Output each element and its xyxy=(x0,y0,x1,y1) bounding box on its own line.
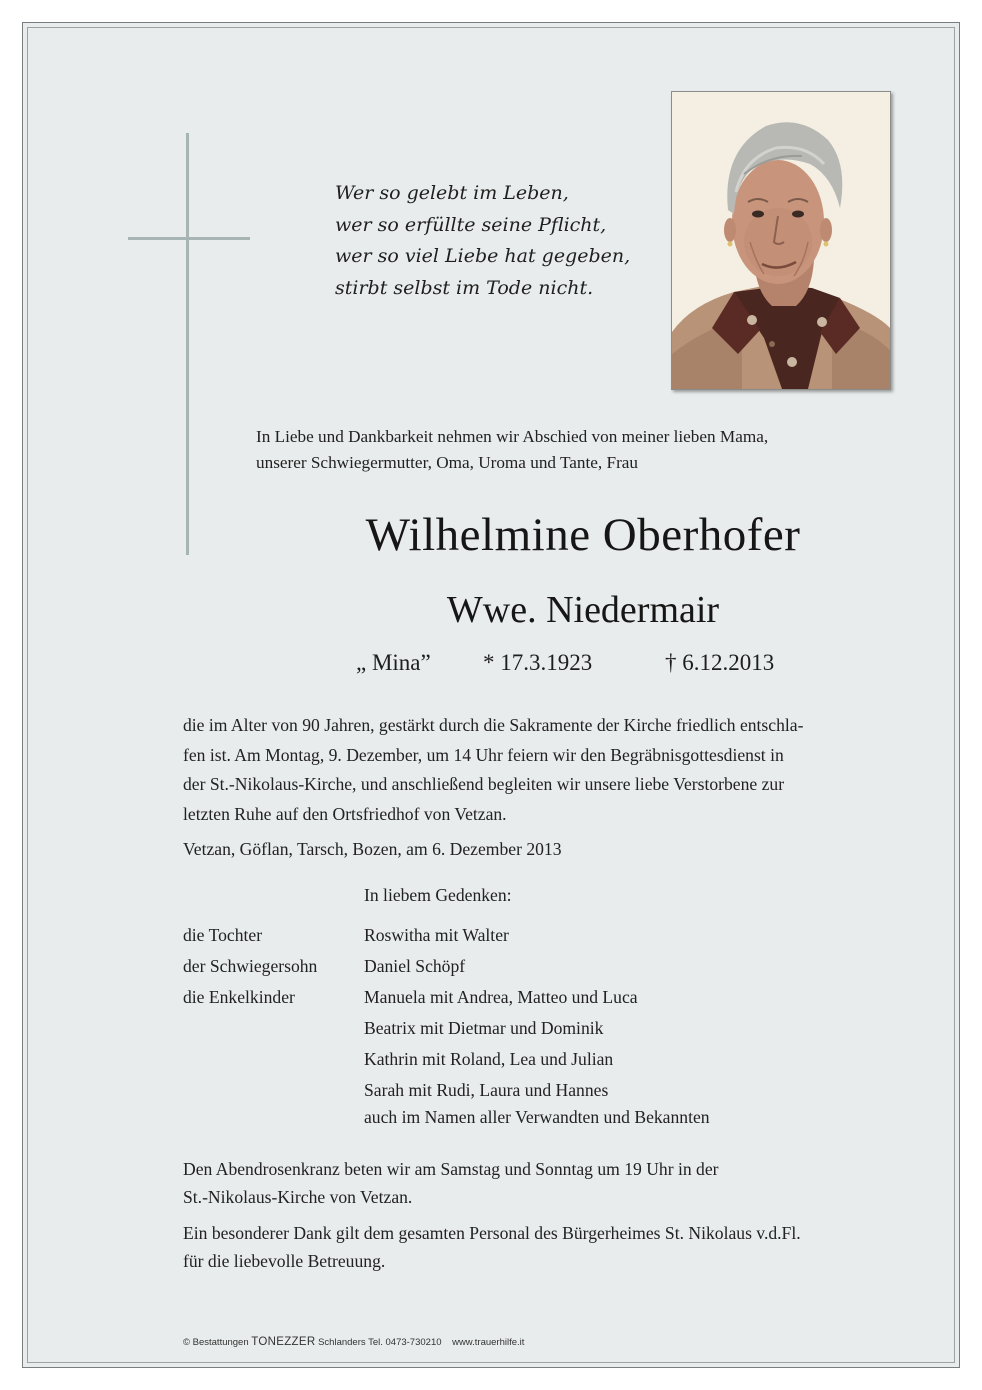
family-relatives: auch im Namen aller Verwandten und Bekannten xyxy=(364,1107,710,1127)
family-label-daughter: die Tochter xyxy=(183,925,263,945)
intro-line: In Liebe und Dankbarkeit nehmen wir Abschied von meiner lieben Mama, xyxy=(256,427,769,446)
rosary-line: Den Abendrosenkranz beten wir am Samstag und Sonntag um 19 Uhr in der xyxy=(183,1159,719,1179)
place-date: Vetzan, Göflan, Tarsch, Bozen, am 6. Dezember 2013 xyxy=(183,839,562,859)
footer-prefix: © Bestattungen xyxy=(183,1337,249,1348)
funeral-home-footer xyxy=(183,1336,524,1348)
death-date: † 6.12.2013 xyxy=(665,650,775,675)
footer-brand: TONEZZER xyxy=(251,1336,316,1348)
portrait-photo xyxy=(671,91,891,390)
notice-line: die im Alter von 90 Jahren, gestärkt durch die Sakramente der Kirche friedlich entschla- xyxy=(183,715,804,735)
family-grandchild: Beatrix mit Dietmar und Dominik xyxy=(364,1018,604,1038)
poem-line: Wer so gelebt im Leben, xyxy=(335,182,569,204)
notice-line: der St.-Nikolaus-Kirche, und anschließend begleiten wir unsere liebe Verstorbene zur xyxy=(183,774,785,794)
family-label-son-in-law: der Schwiegersohn xyxy=(183,956,318,976)
thanks-text xyxy=(183,1219,903,1275)
intro-line: unserer Schwiegermutter, Oma, Uroma und Tante, Frau xyxy=(256,453,639,472)
poem-line: wer so erfüllte seine Pflicht, xyxy=(335,213,607,236)
cross-vertical-bar xyxy=(186,133,189,555)
thanks-line: Ein besonderer Dank gilt dem gesamten Personal des Bürgerheimes St. Nikolaus v.d.Fl. xyxy=(183,1223,801,1243)
cross-horizontal-bar xyxy=(128,237,250,240)
family-grandchild: Kathrin mit Roland, Lea und Julian xyxy=(364,1049,614,1069)
thanks-line: für die liebevolle Betreuung. xyxy=(183,1251,386,1271)
notice-line: letzten Ruhe auf den Ortsfriedhof von Vetzan. xyxy=(183,803,507,824)
family-grandchild: Sarah mit Rudi, Laura und Hannes xyxy=(364,1080,609,1100)
deceased-name: Wilhelmine Oberhofer xyxy=(365,509,801,561)
poem-line: stirbt selbst im Tode nicht. xyxy=(335,276,594,299)
notice-line: fen ist. Am Montag, 9. Dezember, um 14 Uhr feiern wir den Begräbnisgottesdienst in xyxy=(183,744,784,765)
nickname: „ Mina” xyxy=(356,650,431,675)
family-son-in-law: Daniel Schöpf xyxy=(364,956,466,976)
footer-website[interactable]: www.trauerhilfe.it xyxy=(452,1337,525,1348)
married-name: Wwe. Niedermair xyxy=(446,589,720,631)
rosary-line: St.-Nikolaus-Kirche von Vetzan. xyxy=(183,1187,413,1207)
rosary-text xyxy=(183,1155,903,1211)
poem-line: wer so viel Liebe hat gegeben, xyxy=(335,245,631,267)
birth-date: * 17.3.1923 xyxy=(483,650,593,675)
memorial-poem xyxy=(335,178,665,304)
footer-contact: Schlanders Tel. 0473-730210 xyxy=(318,1337,442,1348)
memory-heading: In liebem Gedenken: xyxy=(364,885,512,905)
family-daughter: Roswitha mit Walter xyxy=(364,925,509,945)
notice-text xyxy=(183,711,883,829)
intro-text xyxy=(256,424,926,476)
family-grandchild: Manuela mit Andrea, Matteo und Luca xyxy=(364,987,638,1007)
obituary-card xyxy=(22,22,960,1368)
family-label-grandchildren: die Enkelkinder xyxy=(183,987,295,1007)
